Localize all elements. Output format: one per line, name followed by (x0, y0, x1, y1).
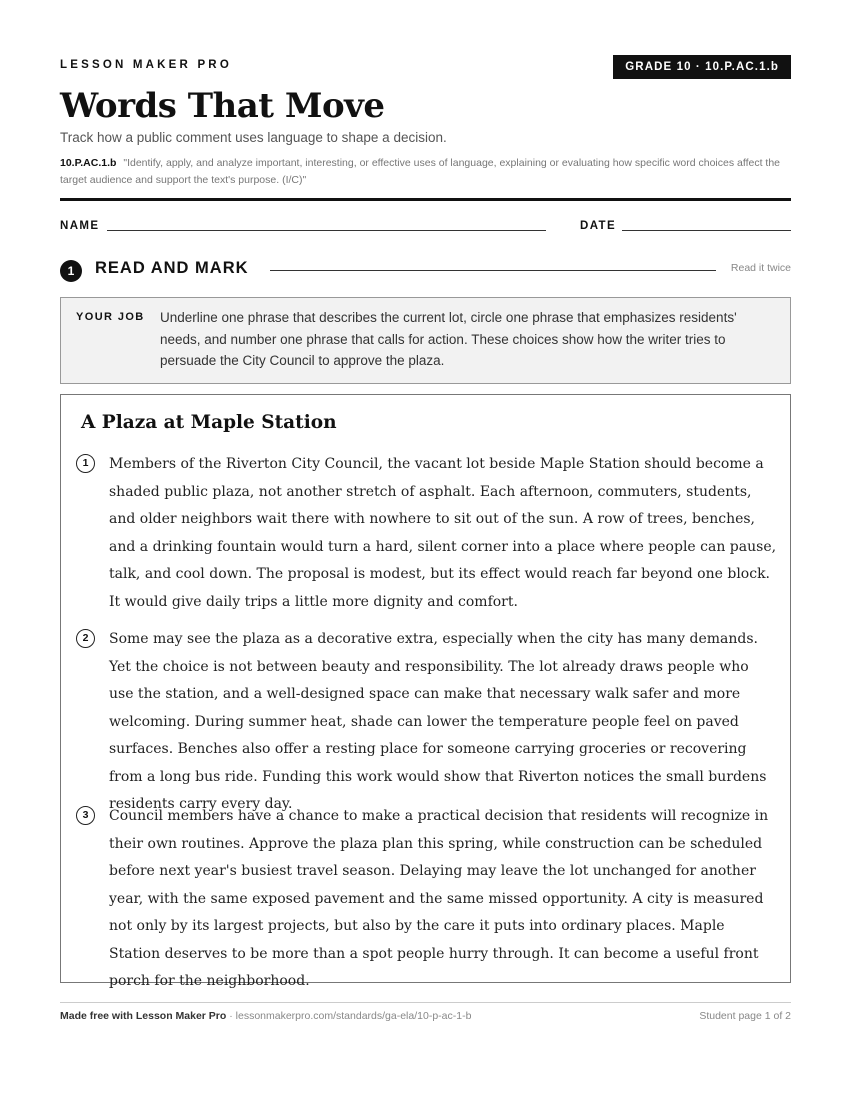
date-field[interactable] (622, 230, 791, 231)
passage-title: A Plaza at Maple Station (81, 412, 337, 433)
paragraph-text: Council members have a chance to make a practical decision that residents will recognize in their own routines. Approve the plaza plan this spring, while construction can be scheduled before next year's busiest travel season. Delaying may leave the lot unchanged for another year, with the same exposed pavement and the same missed opportunity. A city is measured not only by its largest projects, but also by the care it puts into ordinary places. Maple Station deserves to be more than a spot people hurry through. It can become a useful front porch for the neighborhood. (109, 808, 769, 989)
standard-text: "Identify, apply, and analyze important, interesting, or effective uses of language, explaining or evaluating how specific word choices affect the target audience and support the text's purpose. (I/C)" (60, 157, 781, 186)
top-bar (60, 55, 791, 79)
page-subtitle: Track how a public comment uses language to shape a decision. (60, 130, 447, 145)
job-text: Underline one phrase that describes the current lot, circle one phrase that emphasizes residents' needs, and number one phrase that calls for action. These choices show how the writer tries to persuade the City Council to approve the plaza. (160, 310, 737, 368)
job-label: YOUR JOB (76, 311, 145, 323)
name-label: NAME (60, 220, 100, 232)
job-instructions-box (60, 297, 791, 384)
page-title: Words That Move (60, 86, 385, 126)
paragraph-number-badge: 1 (76, 454, 95, 473)
standard-description (60, 155, 791, 189)
paragraph-number-badge: 3 (76, 806, 95, 825)
paragraph-text: Members of the Riverton City Council, the vacant lot beside Maple Station should become a shaded public plaza, not another stretch of asphalt. Each afternoon, commuters, students, and older neighbors wait there with nowhere to sit out of the sun. A row of trees, benches, and a drinking fountain would turn a hard, silent corner into a place where people can pause, talk, and cool down. The proposal is modest, but its effect would reach far beyond one block. It would give daily trips a little more dignity and comfort. (109, 456, 777, 610)
section-divider (270, 270, 716, 271)
name-field[interactable] (107, 230, 546, 231)
grade-badge: GRADE 10 · 10.P.AC.1.b (613, 55, 791, 79)
passage-box (60, 394, 791, 989)
section-note: Read it twice (730, 262, 791, 274)
date-label: DATE (580, 220, 617, 232)
standard-code: 10.P.AC.1.b (60, 157, 117, 169)
section-title: READ AND MARK (95, 259, 249, 277)
header-divider (60, 198, 791, 201)
footer-made-with: Made free with Lesson Maker Pro (60, 1010, 227, 1022)
footer-url-link[interactable]: · lessonmakerpro.com/standards/ga-ela/10-p-ac-1-b (226, 1010, 472, 1022)
footer-page-number: Student page 1 of 2 (699, 1010, 791, 1022)
section-number-badge: 1 (60, 260, 82, 282)
brand-name: LESSON MAKER PRO (60, 59, 232, 71)
footer-credit (60, 1010, 471, 1022)
footer-divider (60, 1002, 791, 1003)
paragraph-number-badge: 2 (76, 629, 95, 648)
section-header (60, 258, 791, 282)
paragraph-text: Some may see the plaza as a decorative extra, especially when the city has many demands. Yet the choice is not between beauty and responsibility. The lot already draws people who use the station, and a well-designed space can make that necessary walk safer and more welcoming. During summer heat, shade can lower the temperature people feel on paved surfaces. Benches also offer a resting place for someone carrying groceries or recovering from a long bus ride. Funding this work would show that Riverton notices the small burdens residents carry every day. (109, 631, 767, 812)
